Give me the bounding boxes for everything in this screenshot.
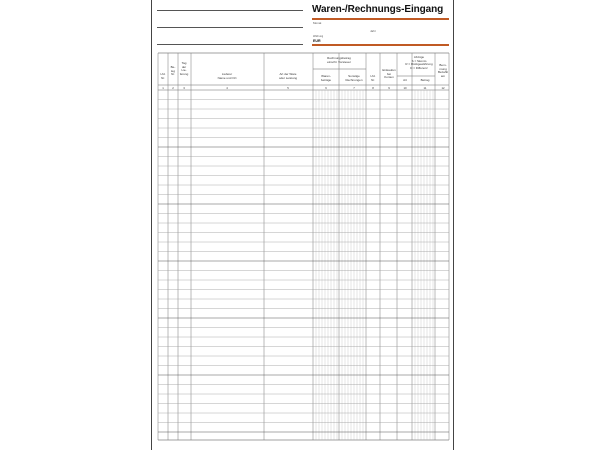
header-abzug-art: Art [403,78,407,82]
header-tag: Tag der Lie- ferung [179,61,189,76]
form-title: Waren-/Rechnungs-Eingang [312,4,444,15]
header-abzug-betrag: Betrag [420,78,430,82]
col-number-10: 10 [403,86,407,90]
monat-label: Monat [313,21,322,25]
col-number-2: 2 [172,86,174,90]
jahr-label: Jahr [370,29,376,33]
header-beleg-nr: Be- leg Nr. [170,65,176,77]
col-number-3: 3 [183,86,185,90]
col-number-7: 7 [353,86,355,90]
header-art: Art der Ware oder Leistung [278,72,298,80]
header-lfd-nr: Lfd. Nr. [160,72,166,80]
col-number-12: 12 [441,86,445,90]
header-lfd-nr-2: Lfd. Nr. [370,74,376,82]
col-number-9: 9 [388,86,390,90]
header-lieferer: Lieferer Name und Ort [217,72,237,80]
header-sonstige: Sonstige Rechnungen [345,74,363,82]
header-waren: Waren- beträge [320,74,332,82]
waehrung-value: EUR [313,38,321,43]
col-number-6: 6 [325,86,327,90]
col-number-8: 8 [372,86,374,90]
header-einkaufen: Einkaufen bei Konten [382,68,396,80]
col-number-11: 11 [423,86,427,90]
header-bemerkung: Bem- mung Bezahlt am [437,63,449,78]
col-number-5: 5 [287,86,289,90]
col-number-4: 4 [226,86,228,90]
col-number-1: 1 [162,86,164,90]
header-abzuege: Abzüge S = Skonto R = Rückgewährung D = Differenz [405,55,433,70]
header-rechnungsbetrag: Rechnungsbetrag einschl. Vorsteuer [327,56,351,64]
waehrung-label: Währung [313,35,324,38]
